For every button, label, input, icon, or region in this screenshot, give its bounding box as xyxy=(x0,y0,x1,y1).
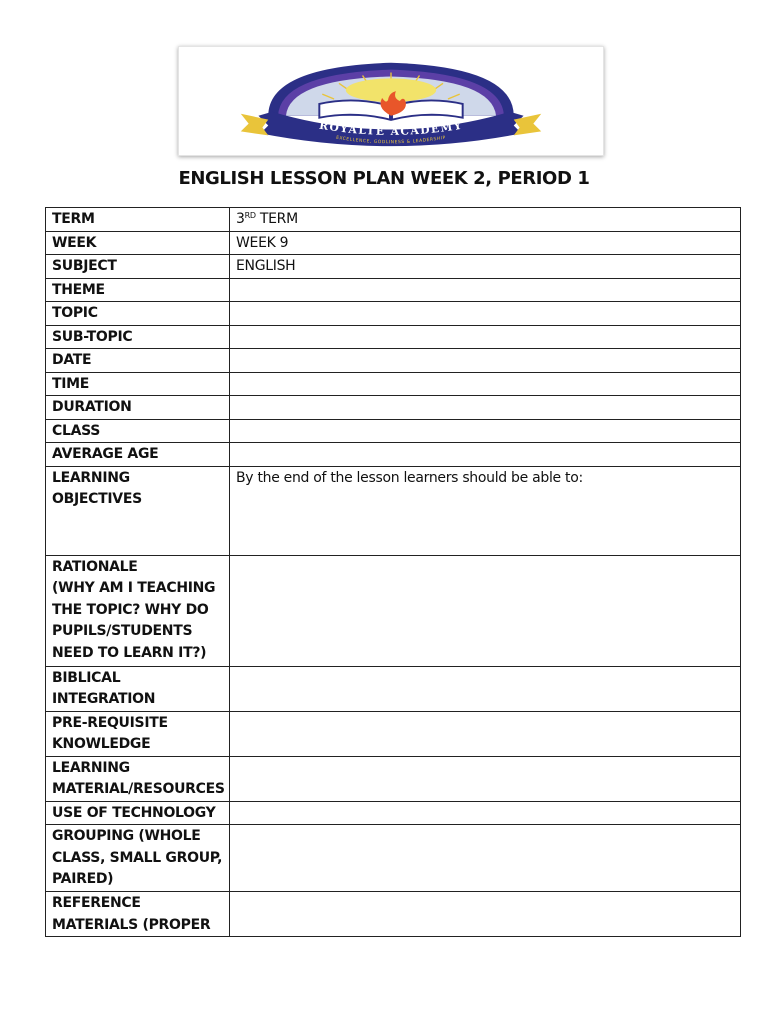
table-row xyxy=(46,372,741,396)
table-row xyxy=(46,349,741,373)
field-label: PRE-REQUISITE KNOWLEDGE xyxy=(46,711,230,756)
table-row xyxy=(46,756,741,801)
table-row xyxy=(46,255,741,279)
field-label: TOPIC xyxy=(46,302,230,326)
field-label: TERM xyxy=(46,208,230,232)
table-row xyxy=(46,666,741,711)
field-value[interactable] xyxy=(230,555,741,666)
field-value-text: TERM xyxy=(255,211,298,227)
field-label: THEME xyxy=(46,278,230,302)
lesson-plan-table xyxy=(45,207,741,937)
school-logo xyxy=(178,46,604,156)
field-value[interactable] xyxy=(230,349,741,373)
field-label: CLASS xyxy=(46,419,230,443)
field-value-ordinal: RD xyxy=(244,211,256,220)
field-label: TIME xyxy=(46,372,230,396)
field-value[interactable] xyxy=(230,325,741,349)
logo-motto: EXCELLENCE, GODLINESS & LEADERSHIP xyxy=(335,135,447,146)
table-row xyxy=(46,208,741,232)
field-value[interactable]: By the end of the lesson learners should be able to: xyxy=(230,466,741,555)
table-row xyxy=(46,443,741,467)
field-value[interactable] xyxy=(230,892,741,937)
table-row xyxy=(46,711,741,756)
table-row xyxy=(46,396,741,420)
field-value[interactable] xyxy=(230,666,741,711)
field-label: SUBJECT xyxy=(46,255,230,279)
field-value[interactable] xyxy=(230,711,741,756)
table-row xyxy=(46,278,741,302)
table-row xyxy=(46,302,741,326)
field-value[interactable] xyxy=(230,756,741,801)
field-value[interactable] xyxy=(230,278,741,302)
field-label: SUB-TOPIC xyxy=(46,325,230,349)
field-label: AVERAGE AGE xyxy=(46,443,230,467)
logo-book-left xyxy=(319,100,390,119)
table-row xyxy=(46,555,741,666)
field-value[interactable] xyxy=(230,825,741,892)
field-label: BIBLICAL INTEGRATION xyxy=(46,666,230,711)
field-value[interactable] xyxy=(230,443,741,467)
table-row xyxy=(46,466,741,555)
field-value[interactable] xyxy=(230,302,741,326)
field-label: RATIONALE (WHY AM I TEACHING THE TOPIC? WHY DO PUPILS/STUDENTS NEED TO LEARN IT?) xyxy=(46,555,230,666)
field-value[interactable]: ENGLISH xyxy=(230,255,741,279)
field-label: USE OF TECHNOLOGY xyxy=(46,801,230,825)
table-row xyxy=(46,231,741,255)
field-value-number: 3 xyxy=(236,211,245,227)
table-row xyxy=(46,419,741,443)
field-label: WEEK xyxy=(46,231,230,255)
field-value[interactable] xyxy=(230,208,741,232)
field-value[interactable] xyxy=(230,372,741,396)
table-row xyxy=(46,892,741,937)
table-row xyxy=(46,325,741,349)
field-label: DURATION xyxy=(46,396,230,420)
table-row xyxy=(46,801,741,825)
field-value[interactable] xyxy=(230,396,741,420)
field-value[interactable]: WEEK 9 xyxy=(230,231,741,255)
field-label: GROUPING (WHOLE CLASS, SMALL GROUP, PAIRED) xyxy=(46,825,230,892)
logo-school-name: ROYALTE ACADEMY xyxy=(318,118,464,138)
field-label: LEARNING MATERIAL/RESOURCES xyxy=(46,756,230,801)
field-value[interactable] xyxy=(230,801,741,825)
field-label: REFERENCE MATERIALS (PROPER xyxy=(46,892,230,937)
page-title: ENGLISH LESSON PLAN WEEK 2, PERIOD 1 xyxy=(178,168,590,189)
field-label: DATE xyxy=(46,349,230,373)
table-row xyxy=(46,825,741,892)
field-label: LEARNING OBJECTIVES xyxy=(46,466,230,555)
field-value[interactable] xyxy=(230,419,741,443)
